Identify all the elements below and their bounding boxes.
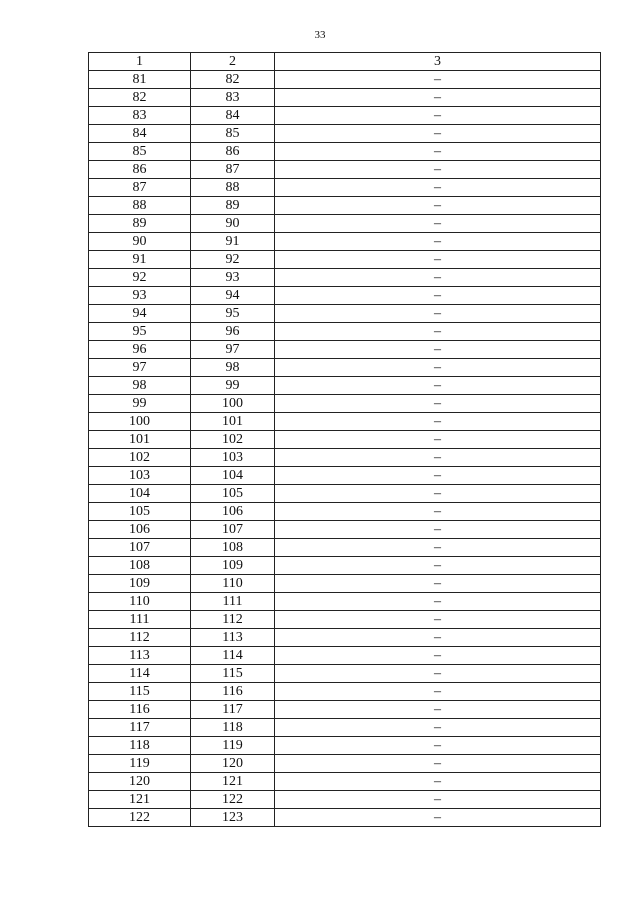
table-cell-col-3: – — [275, 449, 601, 467]
table-cell-col-1: 102 — [89, 449, 191, 467]
table-cell-col-1: 98 — [89, 377, 191, 395]
table-row — [89, 611, 601, 629]
table-row — [89, 251, 601, 269]
table-row — [89, 701, 601, 719]
table-row — [89, 575, 601, 593]
table-cell-col-2: 114 — [191, 647, 275, 665]
table-cell-col-2: 93 — [191, 269, 275, 287]
table-cell-col-2: 123 — [191, 809, 275, 827]
table-cell-col-1: 95 — [89, 323, 191, 341]
table-cell-col-2: 120 — [191, 755, 275, 773]
table-row — [89, 179, 601, 197]
table-cell-col-1: 93 — [89, 287, 191, 305]
table-cell-col-2: 94 — [191, 287, 275, 305]
table-cell-col-3: – — [275, 377, 601, 395]
table-body — [89, 71, 601, 827]
table-cell-col-3: – — [275, 395, 601, 413]
table-cell-col-1: 104 — [89, 485, 191, 503]
table-cell-col-3: – — [275, 791, 601, 809]
table-row — [89, 287, 601, 305]
table-cell-col-3: – — [275, 575, 601, 593]
table-row — [89, 395, 601, 413]
table-cell-col-2: 122 — [191, 791, 275, 809]
table-row — [89, 197, 601, 215]
table-row — [89, 485, 601, 503]
table-cell-col-1: 115 — [89, 683, 191, 701]
table-cell-col-2: 83 — [191, 89, 275, 107]
table-cell-col-3: – — [275, 161, 601, 179]
table-cell-col-3: – — [275, 611, 601, 629]
table-cell-col-1: 122 — [89, 809, 191, 827]
table-row — [89, 269, 601, 287]
table-cell-col-2: 109 — [191, 557, 275, 575]
table-cell-col-2: 116 — [191, 683, 275, 701]
table-row — [89, 755, 601, 773]
table-cell-col-3: – — [275, 665, 601, 683]
column-header-1: 1 — [89, 53, 191, 71]
table-cell-col-2: 82 — [191, 71, 275, 89]
table-cell-col-1: 108 — [89, 557, 191, 575]
table-cell-col-3: – — [275, 233, 601, 251]
table-row — [89, 791, 601, 809]
table-cell-col-3: – — [275, 143, 601, 161]
table-cell-col-2: 95 — [191, 305, 275, 323]
table-row — [89, 377, 601, 395]
table-row — [89, 359, 601, 377]
table-header — [89, 53, 601, 71]
table-row — [89, 305, 601, 323]
table-row — [89, 521, 601, 539]
table-cell-col-2: 96 — [191, 323, 275, 341]
table-cell-col-2: 97 — [191, 341, 275, 359]
table-cell-col-3: – — [275, 755, 601, 773]
table-row — [89, 143, 601, 161]
table-row — [89, 773, 601, 791]
table-row — [89, 107, 601, 125]
table-row — [89, 89, 601, 107]
table-cell-col-3: – — [275, 521, 601, 539]
table-cell-col-2: 86 — [191, 143, 275, 161]
table-cell-col-2: 92 — [191, 251, 275, 269]
table-cell-col-3: – — [275, 215, 601, 233]
table-row — [89, 323, 601, 341]
table-cell-col-1: 101 — [89, 431, 191, 449]
table-row — [89, 71, 601, 89]
table-cell-col-1: 92 — [89, 269, 191, 287]
table-cell-col-1: 114 — [89, 665, 191, 683]
table-row — [89, 539, 601, 557]
table-cell-col-3: – — [275, 359, 601, 377]
table-row — [89, 683, 601, 701]
table-row — [89, 215, 601, 233]
table-cell-col-1: 109 — [89, 575, 191, 593]
table-cell-col-3: – — [275, 89, 601, 107]
table-cell-col-2: 111 — [191, 593, 275, 611]
table-cell-col-1: 106 — [89, 521, 191, 539]
table-row — [89, 647, 601, 665]
table-cell-col-3: – — [275, 269, 601, 287]
table-cell-col-2: 118 — [191, 719, 275, 737]
table-cell-col-1: 81 — [89, 71, 191, 89]
table-cell-col-3: – — [275, 683, 601, 701]
table-cell-col-3: – — [275, 179, 601, 197]
table-cell-col-2: 105 — [191, 485, 275, 503]
table-cell-col-1: 89 — [89, 215, 191, 233]
table-cell-col-2: 88 — [191, 179, 275, 197]
table-cell-col-2: 103 — [191, 449, 275, 467]
table-row — [89, 449, 601, 467]
table-row — [89, 413, 601, 431]
table-cell-col-3: – — [275, 107, 601, 125]
table-cell-col-1: 100 — [89, 413, 191, 431]
table-cell-col-2: 91 — [191, 233, 275, 251]
table-cell-col-1: 110 — [89, 593, 191, 611]
table-cell-col-3: – — [275, 341, 601, 359]
table-row — [89, 233, 601, 251]
table-cell-col-2: 113 — [191, 629, 275, 647]
column-header-3: 3 — [275, 53, 601, 71]
page-number: 33 — [314, 29, 326, 41]
table-cell-col-3: – — [275, 323, 601, 341]
table-cell-col-1: 119 — [89, 755, 191, 773]
table-cell-col-2: 87 — [191, 161, 275, 179]
table-cell-col-3: – — [275, 467, 601, 485]
table-row — [89, 665, 601, 683]
table-row — [89, 161, 601, 179]
table-row — [89, 737, 601, 755]
table-cell-col-3: – — [275, 737, 601, 755]
table-cell-col-2: 102 — [191, 431, 275, 449]
table-cell-col-1: 105 — [89, 503, 191, 521]
table-cell-col-1: 117 — [89, 719, 191, 737]
table-cell-col-3: – — [275, 71, 601, 89]
table-cell-col-2: 108 — [191, 539, 275, 557]
table-cell-col-2: 98 — [191, 359, 275, 377]
table-cell-col-2: 90 — [191, 215, 275, 233]
table-cell-col-3: – — [275, 719, 601, 737]
table-cell-col-2: 104 — [191, 467, 275, 485]
table-cell-col-2: 112 — [191, 611, 275, 629]
header-row — [89, 53, 601, 71]
table-cell-col-1: 116 — [89, 701, 191, 719]
table-cell-col-2: 100 — [191, 395, 275, 413]
table-cell-col-3: – — [275, 809, 601, 827]
table-cell-col-3: – — [275, 251, 601, 269]
table-row — [89, 629, 601, 647]
table-cell-col-2: 115 — [191, 665, 275, 683]
table-cell-col-3: – — [275, 647, 601, 665]
table-cell-col-1: 88 — [89, 197, 191, 215]
table-cell-col-2: 119 — [191, 737, 275, 755]
table-cell-col-1: 103 — [89, 467, 191, 485]
table-cell-col-1: 82 — [89, 89, 191, 107]
table-cell-col-1: 118 — [89, 737, 191, 755]
table-cell-col-3: – — [275, 503, 601, 521]
table-cell-col-2: 99 — [191, 377, 275, 395]
table-cell-col-1: 87 — [89, 179, 191, 197]
table-row — [89, 593, 601, 611]
table-row — [89, 431, 601, 449]
table-cell-col-1: 83 — [89, 107, 191, 125]
table-cell-col-3: – — [275, 431, 601, 449]
table-cell-col-1: 86 — [89, 161, 191, 179]
table-cell-col-2: 85 — [191, 125, 275, 143]
table-cell-col-1: 91 — [89, 251, 191, 269]
table-cell-col-1: 111 — [89, 611, 191, 629]
table-cell-col-2: 121 — [191, 773, 275, 791]
table-cell-col-1: 85 — [89, 143, 191, 161]
table-cell-col-1: 97 — [89, 359, 191, 377]
table-cell-col-1: 99 — [89, 395, 191, 413]
table-cell-col-3: – — [275, 593, 601, 611]
table-cell-col-3: – — [275, 413, 601, 431]
table-cell-col-1: 112 — [89, 629, 191, 647]
table-row — [89, 125, 601, 143]
table-row — [89, 809, 601, 827]
table-cell-col-2: 117 — [191, 701, 275, 719]
table-cell-col-1: 113 — [89, 647, 191, 665]
table-row — [89, 467, 601, 485]
table-cell-col-3: – — [275, 125, 601, 143]
table-cell-col-3: – — [275, 287, 601, 305]
table-cell-col-2: 84 — [191, 107, 275, 125]
table-row — [89, 503, 601, 521]
table-cell-col-1: 107 — [89, 539, 191, 557]
table-cell-col-3: – — [275, 539, 601, 557]
table-cell-col-1: 94 — [89, 305, 191, 323]
table-cell-col-1: 84 — [89, 125, 191, 143]
table-cell-col-2: 106 — [191, 503, 275, 521]
table-cell-col-2: 110 — [191, 575, 275, 593]
table-row — [89, 341, 601, 359]
table-cell-col-1: 121 — [89, 791, 191, 809]
table-cell-col-3: – — [275, 197, 601, 215]
table-cell-col-3: – — [275, 701, 601, 719]
table-cell-col-3: – — [275, 485, 601, 503]
table-cell-col-3: – — [275, 305, 601, 323]
column-header-2: 2 — [191, 53, 275, 71]
table-cell-col-3: – — [275, 557, 601, 575]
table-row — [89, 719, 601, 737]
table-cell-col-3: – — [275, 773, 601, 791]
table-cell-col-2: 89 — [191, 197, 275, 215]
table-row — [89, 557, 601, 575]
table-cell-col-1: 96 — [89, 341, 191, 359]
table-cell-col-2: 101 — [191, 413, 275, 431]
table-cell-col-3: – — [275, 629, 601, 647]
table-cell-col-1: 120 — [89, 773, 191, 791]
table-cell-col-1: 90 — [89, 233, 191, 251]
data-table — [88, 52, 601, 827]
table-cell-col-2: 107 — [191, 521, 275, 539]
